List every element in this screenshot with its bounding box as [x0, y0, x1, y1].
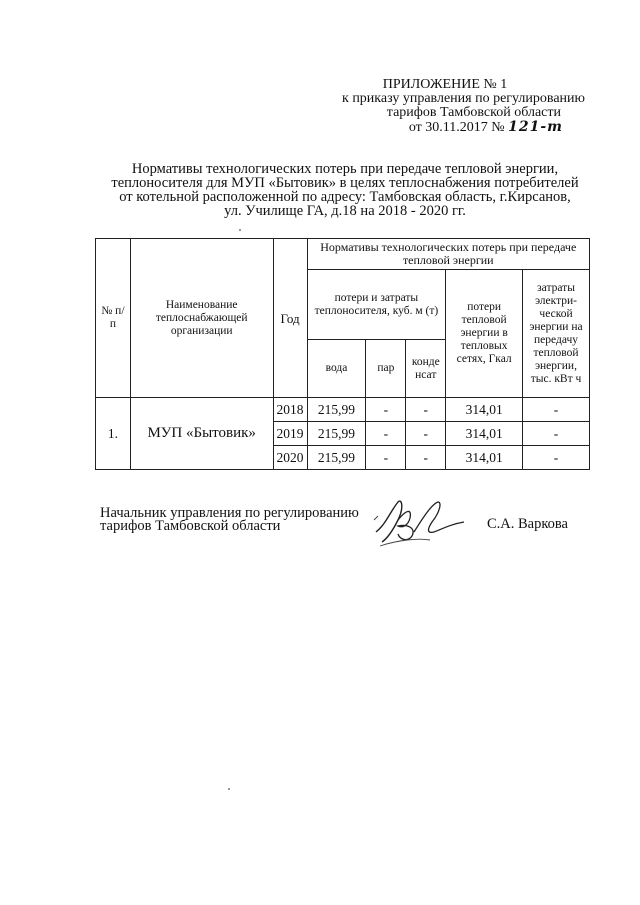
steam-cell: - [366, 422, 406, 446]
electricity-cell: - [523, 422, 590, 446]
signer-position-line-1: Начальник управления по регулированию [100, 505, 359, 521]
heat-loss-cell: 314,01 [446, 422, 523, 446]
condensate-cell: - [406, 422, 446, 446]
appendix-line-1: к приказу управления по регулированию [342, 91, 585, 106]
electricity-cell: - [523, 446, 590, 470]
water-cell: 215,99 [307, 398, 366, 422]
year-cell: 2020 [273, 446, 307, 470]
title-line-3: от котельной расположенной по адресу: Тамбовская область, г.Кирсанов, [119, 189, 571, 205]
appendix-date-line [265, 120, 585, 135]
header-steam: пар [366, 340, 406, 398]
appendix-date: от 30.11.2017 № [408, 120, 505, 135]
header-water: вода [307, 340, 366, 398]
handwritten-signature [368, 494, 478, 554]
title-line-2: теплоносителя для МУП «Бытовик» в целях теплоснабжения потребителей [111, 175, 579, 191]
water-cell: 215,99 [307, 422, 366, 446]
year-cell: 2018 [273, 398, 307, 422]
water-cell: 215,99 [307, 446, 366, 470]
norms-table [95, 238, 590, 470]
steam-cell: - [366, 446, 406, 470]
condensate-cell: - [406, 446, 446, 470]
appendix-header [265, 78, 585, 135]
order-number: 121-т [508, 119, 563, 135]
header-number: № п/п [96, 239, 131, 398]
signer-position-line-2: тарифов Тамбовской области [100, 518, 281, 534]
scan-speck [239, 229, 241, 231]
electricity-cell: - [523, 398, 590, 422]
signer-block [100, 507, 620, 533]
heat-loss-cell: 314,01 [446, 398, 523, 422]
condensate-cell: - [406, 398, 446, 422]
title-line-1: Нормативы технологических потерь при передаче тепловой энергии, [131, 161, 559, 177]
table-row [96, 398, 590, 422]
signer-position [100, 507, 390, 533]
header-condensate: конде нсат [406, 340, 446, 398]
heat-loss-cell: 314,01 [446, 446, 523, 470]
appendix-line-2: тарифов Тамбовской области [386, 105, 561, 120]
year-cell: 2019 [273, 422, 307, 446]
appendix-title: ПРИЛОЖЕНИЕ № 1 [382, 77, 508, 92]
header-year: Год [273, 239, 307, 398]
header-organization: Наименование теплоснабжающей организации [130, 239, 273, 398]
signer-name: С.А. Варкова [486, 516, 568, 532]
header-norms: Нормативы технологических потерь при передаче тепловой энергии [307, 239, 589, 270]
header-electricity: затраты электри-ческой энергии на передачу тепловой энергии, тыс. кВт ч [523, 270, 590, 398]
header-carrier: потери и затраты теплоносителя, куб. м (т) [307, 270, 446, 340]
scan-speck [228, 788, 230, 790]
steam-cell: - [366, 398, 406, 422]
header-heat-loss: потери тепловой энергии в тепловых сетях, Гкал [446, 270, 523, 398]
document-title [95, 162, 595, 218]
title-line-4: ул. Училище ГА, д.18 на 2018 - 2020 гг. [224, 203, 466, 219]
row-number: 1. [96, 398, 131, 470]
organization-name: МУП «Бытовик» [130, 398, 273, 470]
